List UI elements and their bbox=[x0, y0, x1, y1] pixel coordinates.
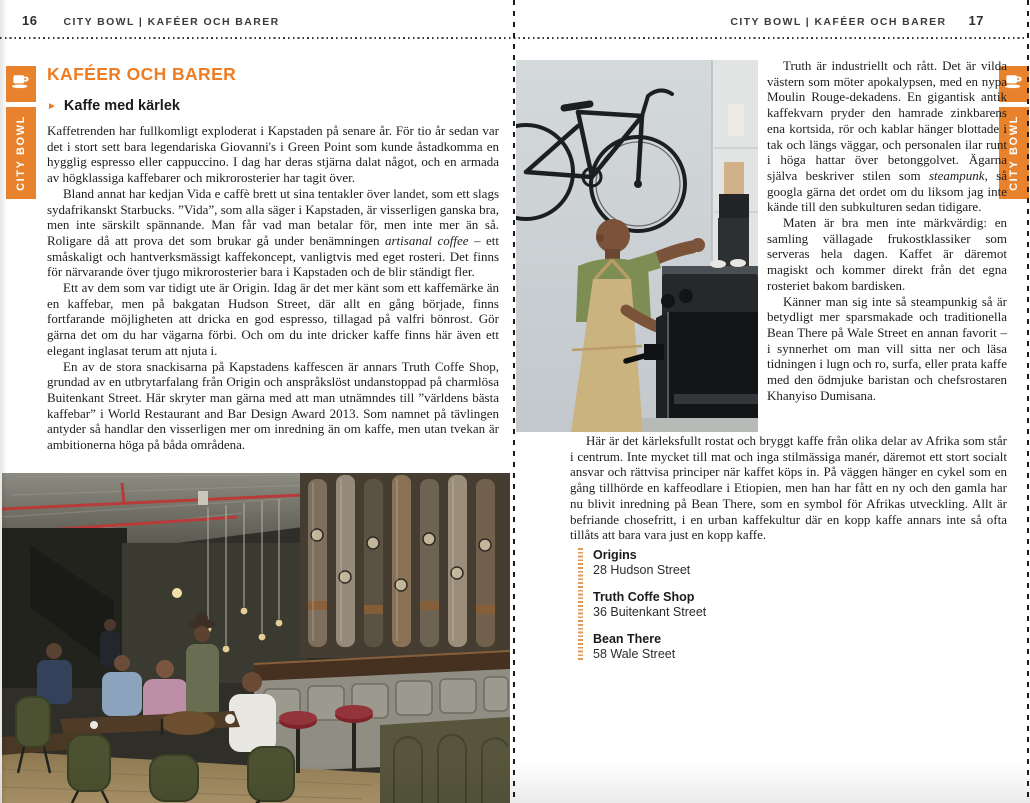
address-list-dash-rule bbox=[578, 548, 583, 662]
counter-illustration bbox=[642, 418, 758, 432]
section-title-right: CITY BOWL | KAFÉER OCH BARER bbox=[730, 16, 947, 28]
page-gutter-dashed-line bbox=[513, 0, 515, 803]
barista-photo bbox=[516, 60, 758, 432]
venue-name: Bean There bbox=[593, 632, 662, 646]
chapter-tab-left-label bbox=[6, 107, 36, 199]
venue-street: 58 Wale Street bbox=[593, 647, 676, 661]
section-title-left: CITY BOWL | KAFÉER OCH BARER bbox=[63, 16, 280, 28]
running-head-right bbox=[730, 13, 984, 28]
venue-street: 28 Hudson Street bbox=[593, 563, 691, 577]
chapter-tab-left bbox=[6, 66, 36, 102]
address-entry bbox=[593, 590, 706, 620]
page-title: KAFÉER OCH BARER bbox=[47, 64, 237, 84]
body-paragraph: Bland annat har kedjan Vida e caffè brett ut sina tentakler över landet, som ett slags sydafrikanskt Starbucks. ”Vida”, som alla säger i Kapstaden, är visserligen ganska bra, men inte särskilt spännande. Man får vad man betalar för, men inte mer än så. Roligare då att prova det som brukar gå under benämningen artisanal coffee – ett småskaligt och hantverksmässigt kaffekoncept, vanligtvis med eget rosteri. Det finns för närvarande över tjugo mikrorosterier bara i Kapstaden och de blir ständigt fler. bbox=[47, 185, 499, 280]
coffee-cup-icon bbox=[10, 73, 32, 96]
left-page-column bbox=[47, 64, 499, 453]
page-edge-dashed-line bbox=[1027, 0, 1029, 803]
address-list bbox=[578, 548, 706, 662]
steampunk-machinery-illustration bbox=[300, 473, 510, 658]
body-paragraph: Känner man sig inte så steampunkig så är betydligt mer sparsmakade och traditionella Bean There på Wale Street en annan favorit – i synnerhet om man vill sitta ner och läsa tidningen i lugn och ro, surfa, eller prata kaffe med den ödmjuke baristan och chefsrostaren Khanyiso Dumisana. bbox=[767, 293, 1007, 403]
body-paragraph: Maten är bra men inte märkvärdig: en samling vällagade frukostklassiker som serveras hela dagen. Kaffet är däremot magiskt och kommer direkt från det egna rosteriet bakom bardisken. bbox=[767, 215, 1007, 293]
body-paragraph: Kaffetrenden har fullkomligt exploderat i Kapstaden på senare år. För tio år sedan var det i stort sett bara legendariska Giovanni's i Green Point som kunde åstadkomma en hygglig espresso eller cappuccino. I dag har deras stjärna dalat något, och en armada av högklassiga kaffebarer och mikrorosterier har tagit över. bbox=[47, 123, 499, 186]
right-page-full-width bbox=[570, 433, 1007, 543]
cafe-interior-photo bbox=[2, 473, 510, 803]
section-subtitle-text: Kaffe med kärlek bbox=[63, 98, 180, 114]
venue-street: 36 Buitenkant Street bbox=[593, 605, 707, 619]
body-paragraph: En av de stora snackisarna på Kapstadens kaffescen är annars Truth Coffe Shop, grundad av en utbrytarfalang från Origin och anspråkslöst undanstoppad på charmlösa Buitenkant Street. Här skryter man gärna med att man utnämndes till ”världens bästa kaffebar” i World Restaurant and Bar Design Award 2013. Som namnet på tävlingen antyder så handlar den visserligen mer om inredning än om kaffe, men utan tvekan är ambitionerna höga på båda områdena. bbox=[47, 358, 499, 453]
address-entry bbox=[593, 548, 706, 578]
chapter-tab-text: CITY BOWL bbox=[1008, 115, 1020, 191]
section-subtitle bbox=[47, 98, 499, 114]
arrow-bullet-icon: ► bbox=[47, 101, 57, 112]
body-paragraph: Ett av dem som var tidigt ute är Origin. Idag är det mer känt som ett kaffemärke än en kaffebar, men på bakgatan Hudson Street, där allt en gång började, finns fortfarande möjligheten att dricka en god espresso, tillagad på valfri bönrost. Gör gärna det om du har vägarna förbi. Och om du inte dricker kaffe finns här även ett elegant inglasat terum att njuta i. bbox=[47, 280, 499, 358]
venue-name: Origins bbox=[593, 548, 637, 562]
venue-name: Truth Coffe Shop bbox=[593, 590, 695, 604]
running-head-left bbox=[22, 13, 280, 28]
body-paragraph: Truth är industriellt och rått. Det är vilda västern som möter apokalypsen, med en nypa Moulin Rouge-dekadens. En gigantisk antik kaffekvarn pryder den hamrade zinkbarens ena kortsida, rör och kablar hänger blottade i tak och längs väggar, och personalen ilar runt i höga hattar över betonggolvet. Ägarna själva beskriver stilen som steampunk, så googla gärna det ordet om du liksom jag inte kände till den subkulturen sedan tidigare. bbox=[767, 58, 1007, 215]
body-paragraph: Här är det kärleksfullt rostat och bryggt kaffe från olika delar av Afrika som står i centrum. Inte mycket till mat och inga stilmässiga manér, däremot ett stort socialt ansvar och rättvisa principer när kaffet köps in. På väggen hänger en cykel som en gång tillhörde en kaffeodlare i Etiopien, men han har fått en ny och den gamla har nu blivit inredning på Bean There, som en symbol för Afrikas utveckling. Allt är befriande chosefritt, i en urban kaffekultur där en kopp kaffe annars inte så ofta tillåts att bara vara just en kopp kaffe. bbox=[570, 433, 1007, 543]
chapter-tab-text: CITY BOWL bbox=[15, 115, 27, 191]
page-number-left: 16 bbox=[22, 13, 38, 28]
address-entry bbox=[593, 632, 706, 662]
right-page-column bbox=[767, 58, 1007, 403]
page-number-right: 17 bbox=[968, 13, 984, 28]
